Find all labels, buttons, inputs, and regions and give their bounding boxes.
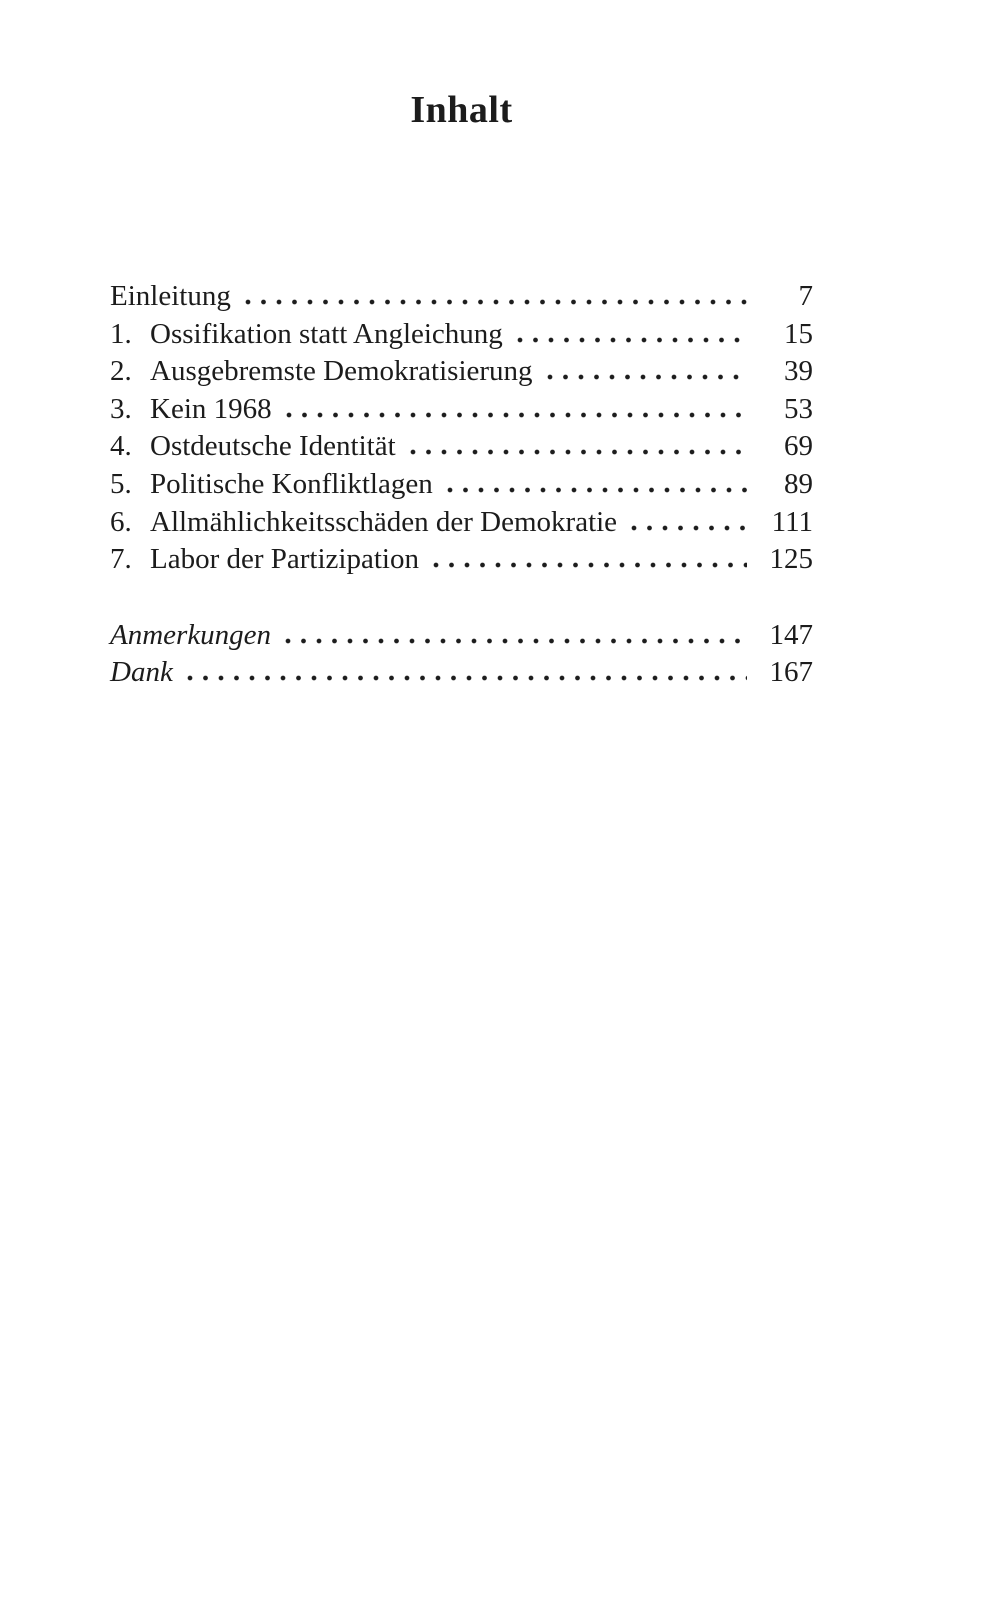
toc-entry	[110, 391, 813, 429]
toc-entry-number: 3.	[110, 392, 132, 425]
toc-entry-page: 53	[784, 392, 813, 425]
toc-entry-number: 6.	[110, 505, 132, 538]
toc-entry	[110, 466, 813, 504]
toc-entry-number: 2.	[110, 355, 132, 388]
toc-entry-page: 39	[784, 355, 813, 388]
toc-entry-label: Ostdeutsche Identität	[150, 430, 396, 463]
table-of-contents	[110, 278, 813, 692]
toc-entry-label: Anmerkungen	[110, 618, 272, 651]
toc-section-chapters	[110, 278, 813, 579]
toc-entry-number: 7.	[110, 543, 132, 576]
toc-entry-page: 147	[769, 618, 813, 651]
dot-leader	[187, 675, 747, 681]
toc-entry-label: Labor der Partizipation	[150, 543, 419, 576]
page-title: Inhalt	[410, 89, 513, 131]
toc-entry	[110, 541, 813, 579]
toc-entry-label: Politische Konfliktlagen	[150, 467, 433, 500]
toc-entry-label: Dank	[110, 656, 173, 689]
dot-leader	[631, 525, 747, 531]
toc-entry	[110, 617, 813, 655]
toc-entry-page: 69	[784, 430, 813, 463]
toc-entry-page: 89	[784, 467, 813, 500]
dot-leader	[433, 562, 747, 568]
toc-entry-page: 7	[798, 280, 813, 312]
toc-entry-number: 1.	[110, 317, 132, 350]
toc-entry-page: 125	[769, 543, 813, 576]
toc-entry-page: 111	[771, 505, 813, 538]
toc-entry-page: 167	[769, 656, 813, 689]
toc-entry-label: Allmählichkeitsschäden der Demokratie	[150, 505, 618, 538]
dot-leader	[245, 299, 747, 305]
toc-entry-label: Kein 1968	[150, 392, 272, 425]
dot-leader	[285, 638, 747, 644]
toc-entry	[110, 278, 813, 316]
dot-leader	[286, 412, 747, 418]
toc-entry-number: 4.	[110, 430, 132, 463]
toc-section-backmatter	[110, 617, 813, 692]
dot-leader	[547, 374, 747, 380]
dot-leader	[517, 337, 747, 343]
toc-entry	[110, 316, 813, 354]
toc-entry-label: Einleitung	[110, 280, 231, 312]
page-content	[110, 88, 813, 692]
toc-entry	[110, 504, 813, 542]
dot-leader	[410, 449, 747, 455]
toc-entry	[110, 428, 813, 466]
dot-leader	[447, 487, 747, 493]
toc-entry-number: 5.	[110, 467, 132, 500]
toc-entry	[110, 353, 813, 391]
toc-entry-label: Ausgebremste Demokratisierung	[150, 355, 533, 388]
toc-entry-page: 15	[784, 317, 813, 350]
toc-entry-label: Ossifikation statt Angleichung	[150, 317, 503, 350]
toc-entry	[110, 654, 813, 692]
